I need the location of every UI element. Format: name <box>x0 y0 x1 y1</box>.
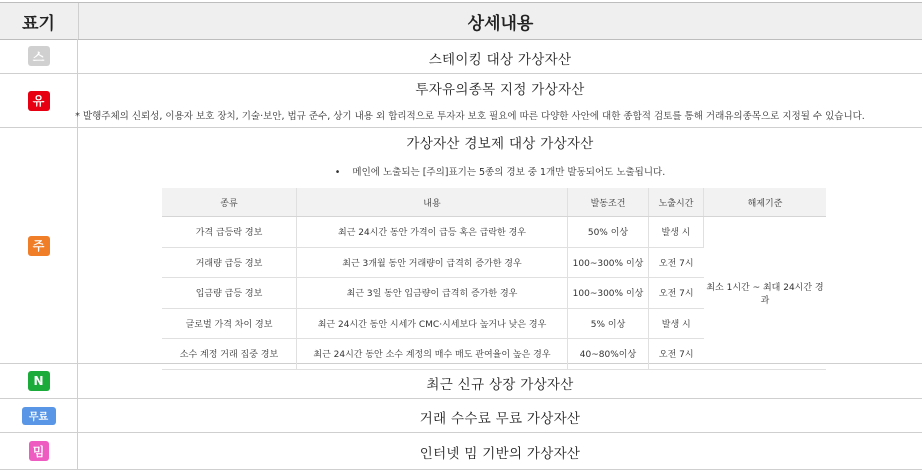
row-meme <box>0 433 922 470</box>
table-row <box>162 217 826 248</box>
meme-badge: 밈 <box>29 441 49 461</box>
warning-bullet-text: 메인에 노출되는 [주의]표기는 5종의 경보 중 1개만 발동되어도 노출됩니다. <box>352 167 666 178</box>
cell-exposure: 오전 7시 <box>649 339 704 370</box>
th-content: 내용 <box>297 188 568 217</box>
cell-content: 최근 3개월 동안 거래량이 급격히 증가한 경우 <box>297 247 568 278</box>
th-release: 해제기준 <box>704 188 827 217</box>
cell-release: 최소 1시간 ~ 최대 24시간 경과 <box>704 217 827 370</box>
cell-content: 최근 24시간 동안 소수 계정의 매수 매도 관여율이 높은 경우 <box>297 339 568 370</box>
warning-badge: 주 <box>28 236 50 256</box>
caution-note: * 발행주체의 신뢰성, 이용자 보호 장치, 기술·보안, 법규 준수, 상기 내용 외 합리적으로 투자자 보호 필요에 따른 다양한 사안에 대한 종합적 검토를 통해 거래유의종목으로 지정될 수 있습니다. <box>75 111 865 122</box>
meme-text: 인터넷 밈 기반의 가상자산 <box>419 446 581 462</box>
table-header <box>0 2 922 40</box>
cell-trigger: 100~300% 이상 <box>568 278 649 309</box>
caution-badge: 유 <box>28 91 50 111</box>
warning-table-header <box>162 188 826 217</box>
row-staking <box>0 39 922 74</box>
staking-badge: 스 <box>28 46 50 66</box>
row-free <box>0 399 922 433</box>
cell-type: 글로벌 가격 차이 경보 <box>162 308 297 339</box>
new-text: 최근 신규 상장 가상자산 <box>426 377 574 393</box>
cell-exposure: 오전 7시 <box>649 278 704 309</box>
cell-trigger: 100~300% 이상 <box>568 247 649 278</box>
th-type: 종류 <box>162 188 297 217</box>
cell-type: 소수 계정 거래 집중 경보 <box>162 339 297 370</box>
cell-type: 거래량 급등 경보 <box>162 247 297 278</box>
row-caution <box>0 74 922 128</box>
cell-content: 최근 24시간 동안 가격이 급등 혹은 급락한 경우 <box>297 217 568 248</box>
cell-type: 입금량 급등 경보 <box>162 278 297 309</box>
warning-table <box>162 188 826 370</box>
header-marker: 표기 <box>22 13 55 34</box>
row-warning <box>0 128 922 364</box>
row-new <box>0 364 922 399</box>
th-exposure: 노출시간 <box>649 188 704 217</box>
caution-text: 투자유의종목 지정 가상자산 <box>415 82 585 98</box>
warning-text: 가상자산 경보제 대상 가상자산 <box>406 136 594 152</box>
cell-exposure: 오전 7시 <box>649 247 704 278</box>
cell-trigger: 50% 이상 <box>568 217 649 248</box>
cell-exposure: 발생 시 <box>649 308 704 339</box>
cell-content: 최근 24시간 동안 시세가 CMC·시세보다 높거나 낮은 경우 <box>297 308 568 339</box>
header-details: 상세내용 <box>78 3 922 39</box>
cell-trigger: 40~80%이상 <box>568 339 649 370</box>
staking-text: 스테이킹 대상 가상자산 <box>428 52 572 68</box>
th-trigger: 발동조건 <box>568 188 649 217</box>
new-badge: N <box>28 371 50 391</box>
cell-exposure: 발생 시 <box>649 217 704 248</box>
free-text: 거래 수수료 무료 가상자산 <box>419 411 581 427</box>
cell-trigger: 5% 이상 <box>568 308 649 339</box>
warning-bullet: • 메인에 노출되는 [주의]표기는 5종의 경보 중 1개만 발동되어도 노출됩니다. <box>334 167 666 178</box>
cell-content: 최근 3일 동안 입금량이 급격히 증가한 경우 <box>297 278 568 309</box>
free-badge: 무료 <box>22 407 56 425</box>
cell-type: 가격 급등락 경보 <box>162 217 297 248</box>
